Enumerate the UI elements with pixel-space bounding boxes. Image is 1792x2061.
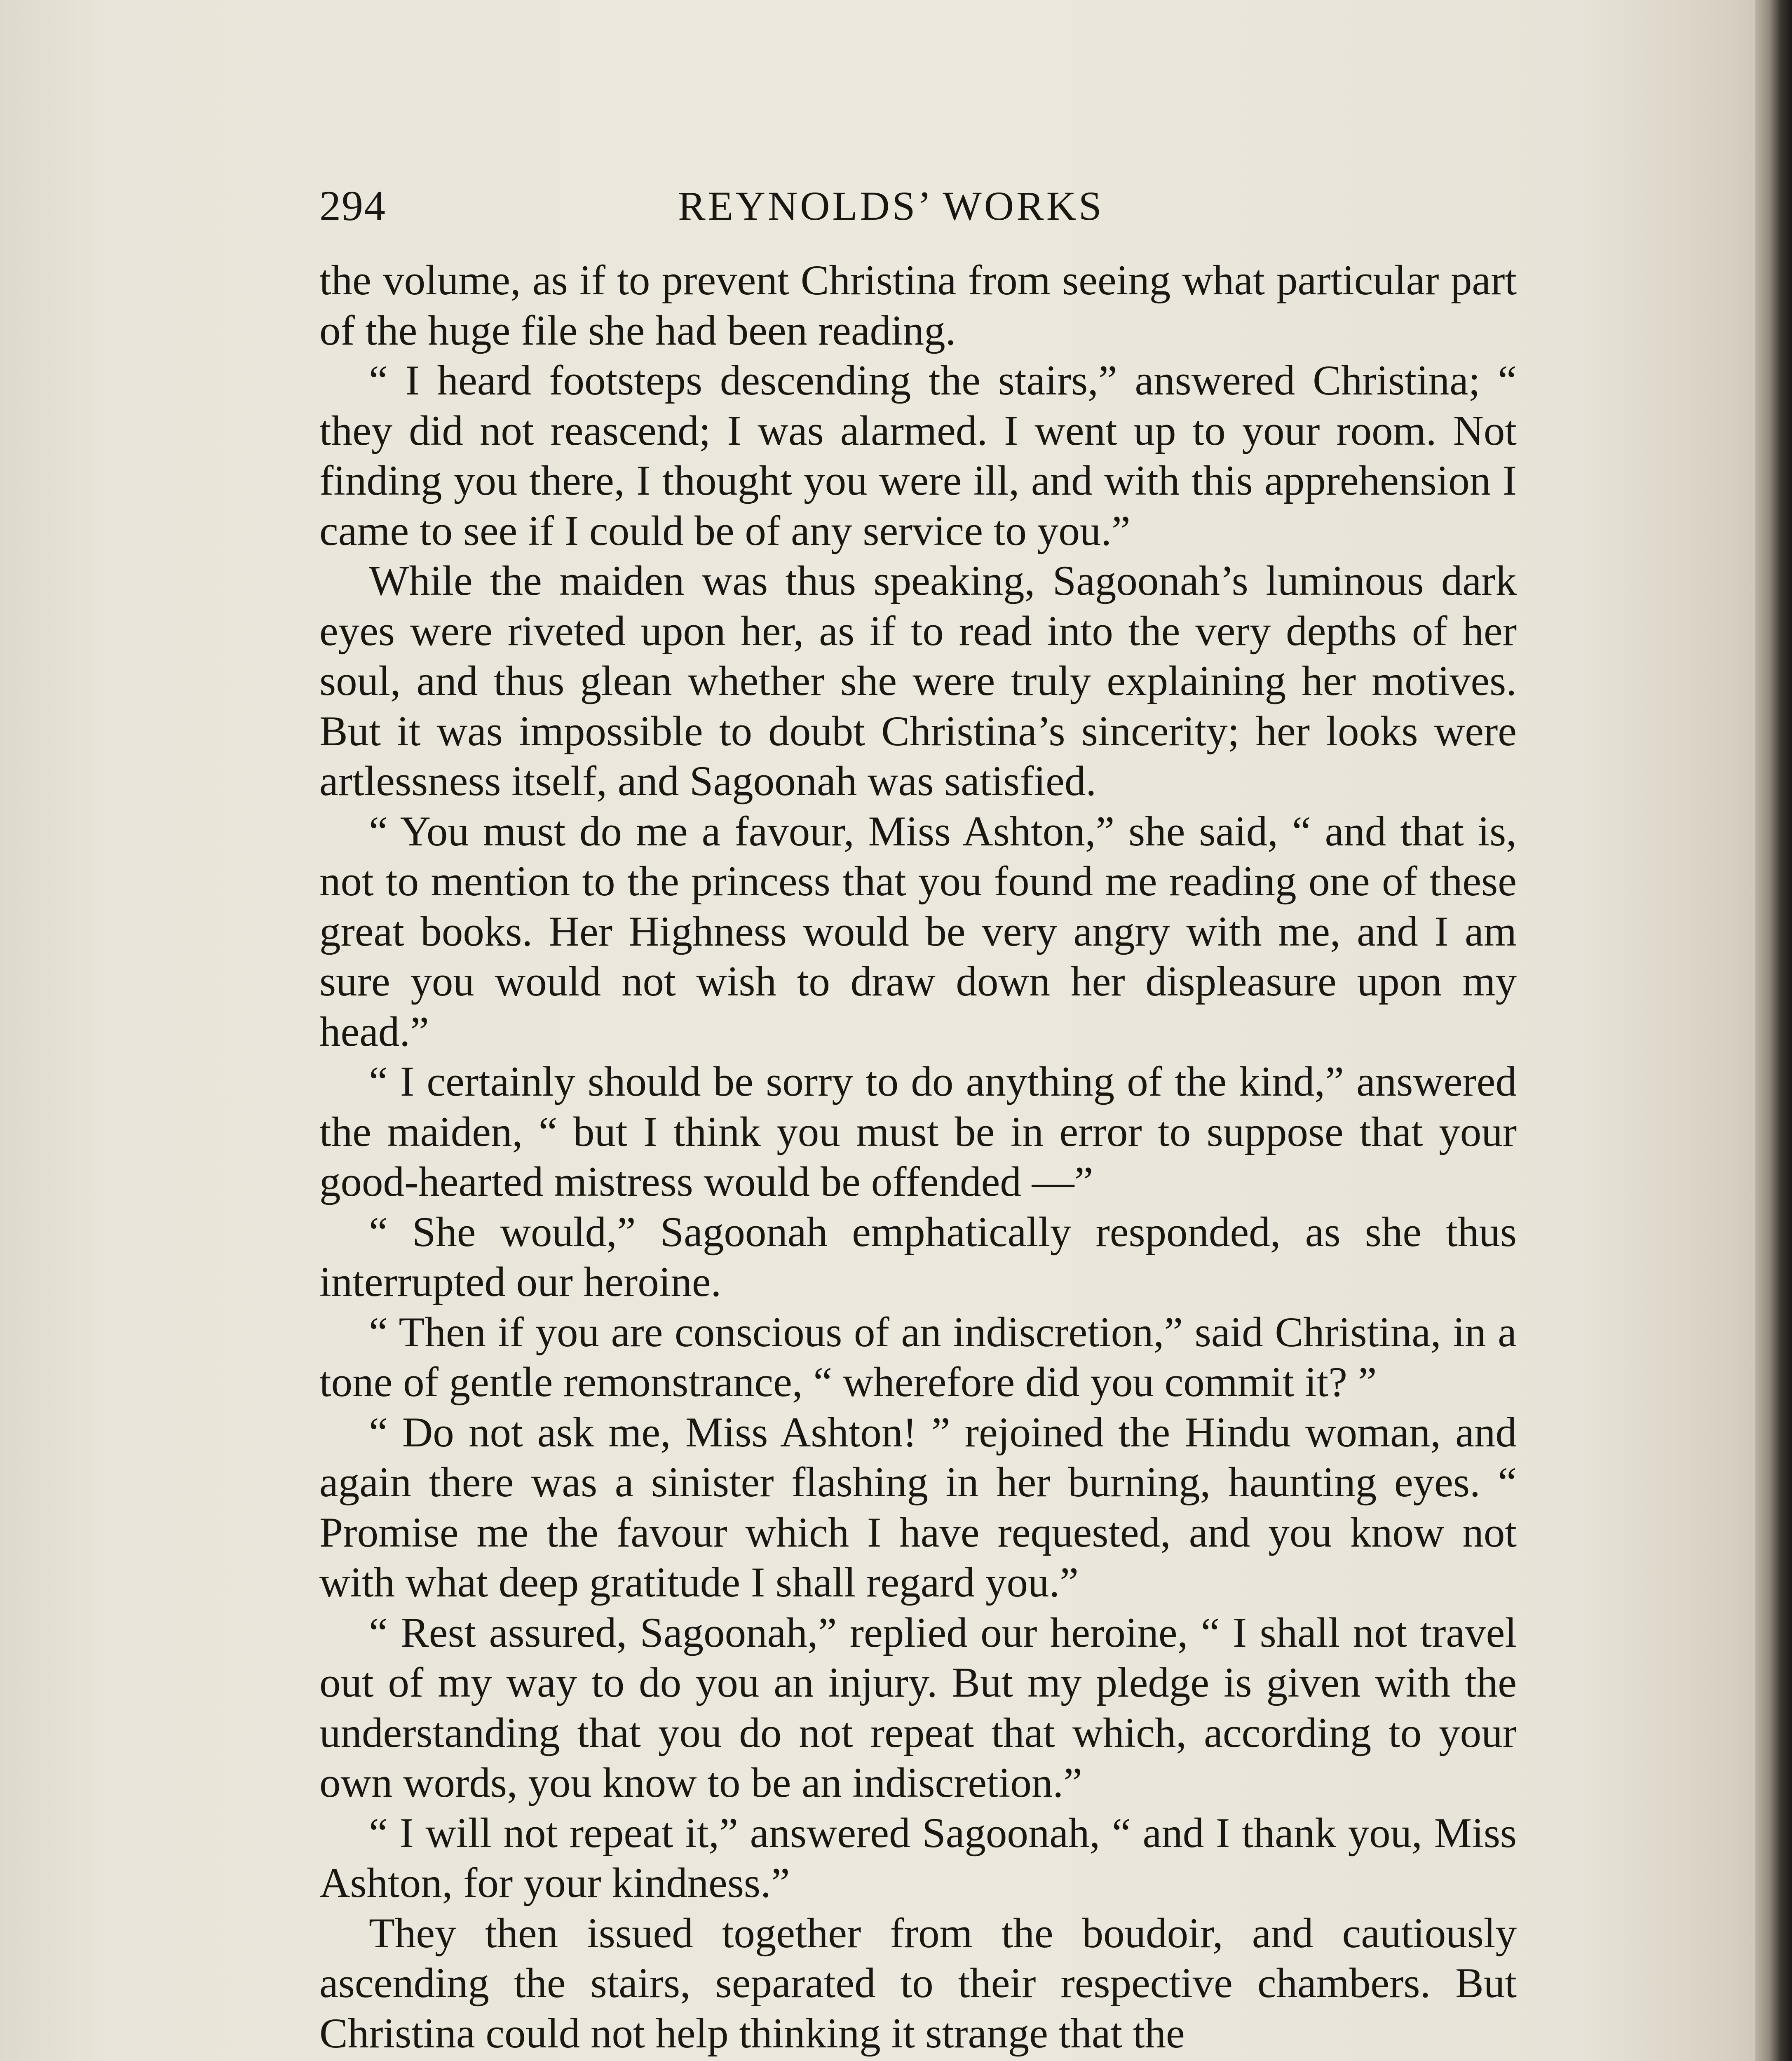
- body-text: [319, 256, 1517, 2059]
- paragraph: They then issued together from the boudoir, and cautiously ascending the stairs, separated to their respective chambers. But Christina could not help thinking it strange that the: [319, 1909, 1517, 2057]
- paragraph: “ I certainly should be sorry to do anything of the kind,” answered the maiden, “ but I think you must be in error to suppose that your good-hearted mistress would be offended —”: [319, 1058, 1517, 1205]
- running-head: REYNOLDS’ WORKS: [678, 183, 1104, 229]
- paragraph: “ Then if you are conscious of an indiscretion,” said Christina, in a tone of gentle remonstrance, “ wherefore did you commit it? ”: [319, 1308, 1517, 1406]
- paragraph: “ I heard footsteps descending the stairs,” answered Christina; “ they did not reascend; I was alarmed. I went up to your room. Not finding you there, I thought you were ill, and with this apprehension I came to see if I could be of any service to you.”: [319, 357, 1517, 554]
- paragraph: the volume, as if to prevent Christina from seeing what particular part of the huge file she had been reading.: [319, 257, 1517, 354]
- paragraph: “ Do not ask me, Miss Ashton! ” rejoined the Hindu woman, and again there was a sinister flashing in her burning, haunting eyes. “ Promise me the favour which I have requested, and you know not with what deep gratitude I shall regard you.”: [319, 1408, 1517, 1606]
- page-header: [319, 173, 1515, 239]
- paragraph: “ She would,” Sagoonah emphatically responded, as she thus interrupted our heroine.: [319, 1208, 1517, 1305]
- paragraph: “ Rest assured, Sagoonah,” replied our heroine, “ I shall not travel out of my way to do you an injury. But my pledge is given with the understanding that you do not repeat that which, according to your own words, you know to be an indiscretion.”: [319, 1609, 1517, 1806]
- book-spine-edge: [1755, 0, 1792, 2061]
- paragraph: While the maiden was thus speaking, Sagoonah’s luminous dark eyes were riveted upon her, as if to read into the very depths of her soul, and thus glean whether she were truly explaining her motives. But it was impossible to doubt Christina’s sincerity; her looks were artlessness itself, and Sagoonah was satisfied.: [319, 557, 1517, 805]
- page-number: 294: [319, 182, 386, 230]
- paragraph: “ I will not repeat it,” answered Sagoonah, “ and I thank you, Miss Ashton, for your kindness.”: [319, 1809, 1517, 1906]
- paragraph: “ You must do me a favour, Miss Ashton,” she said, “ and that is, not to mention to the princess that you found me reading one of these great books. Her Highness would be very angry with me, and I am sure you would not wish to draw down her displeasure upon my head.”: [319, 807, 1517, 1055]
